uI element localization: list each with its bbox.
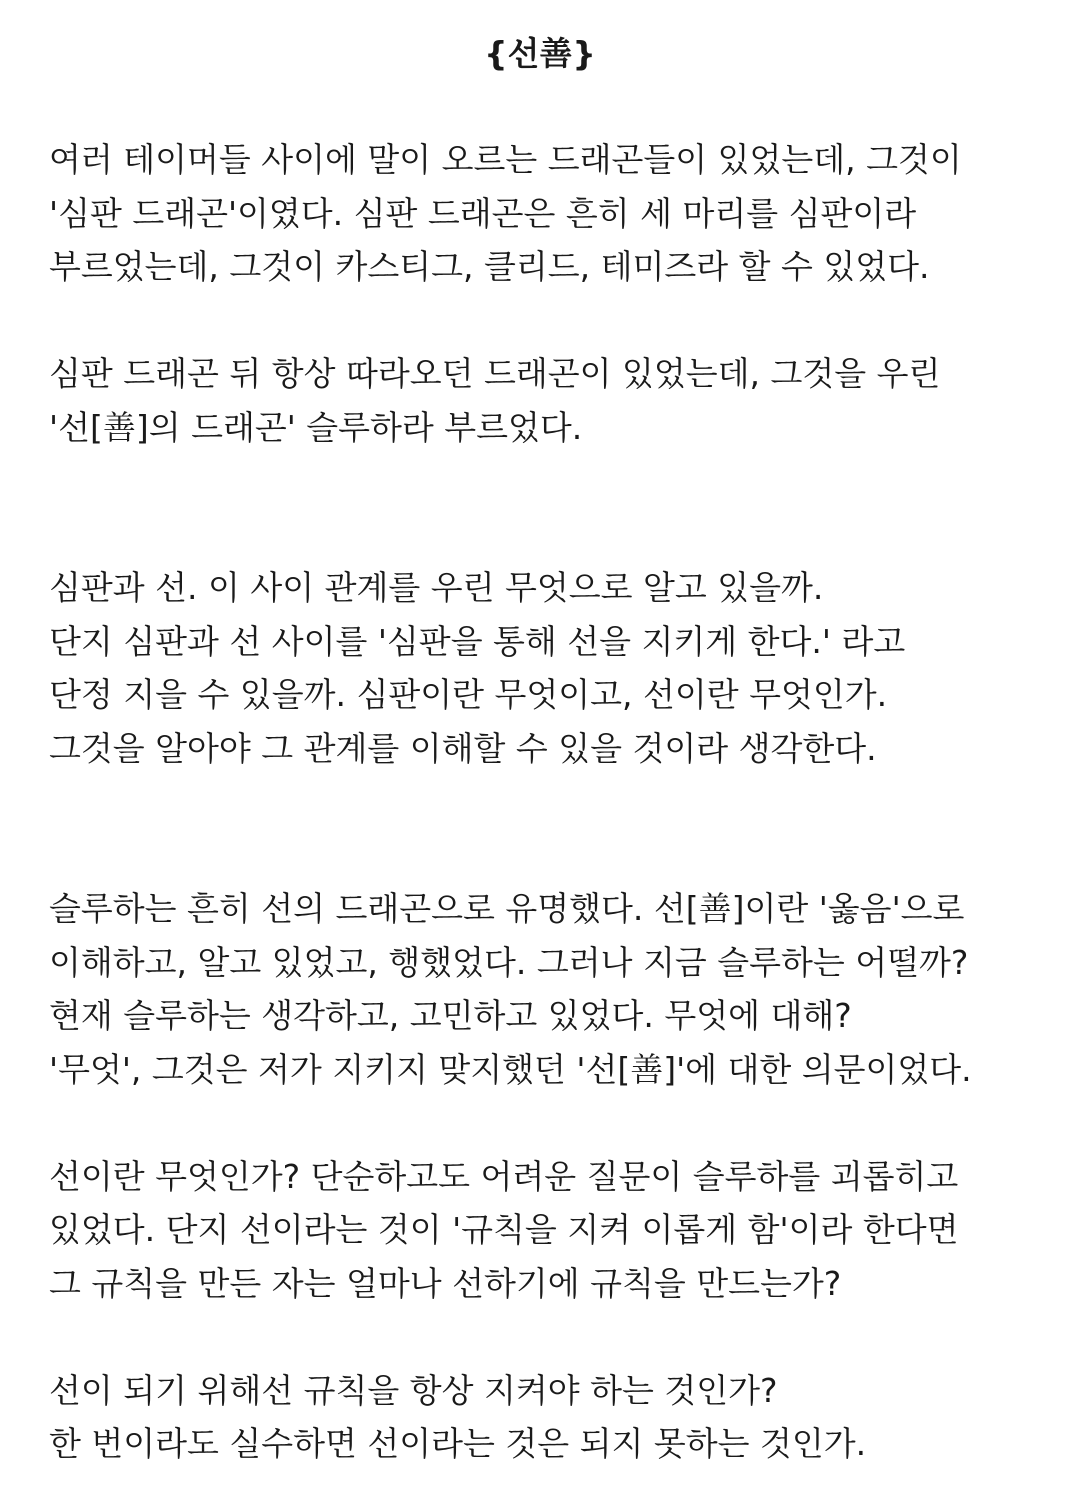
text-line: 단정 지을 수 있을까. 심판이란 무엇이고, 선이란 무엇인가. [49,675,888,714]
text-line: 이해하고, 알고 있었고, 행했었다. 그러나 지금 슬루하는 어떨까? [49,942,969,982]
document-body [49,133,1059,1471]
text-line: '심판 드래곤'이였다. 심판 드래곤은 흔히 세 마리를 심판이라 [49,193,917,233]
paragraph-5 [49,1150,1059,1311]
text-line: 선이란 무엇인가? 단순하고도 어려운 질문이 슬루하를 괴롭히고 [49,1156,959,1196]
paragraph-3 [49,561,1059,775]
document-title: {선善} [484,34,596,73]
paragraph-2 [49,347,1059,454]
text-line: 심판과 선. 이 사이 관계를 우린 무엇으로 알고 있을까. [49,568,824,607]
paragraph-6 [49,1364,1059,1471]
paragraph-spacer [49,775,1059,882]
text-line: 단지 심판과 선 사이를 '심판을 통해 선을 지키게 한다.' 라고 [49,621,906,661]
paragraph-spacer [49,1096,1059,1150]
text-line: 부르었는데, 그것이 카스티그, 클리드, 테미즈라 할 수 있었다. [49,247,930,286]
text-line: 있었다. 단지 선이라는 것이 '규칙을 지켜 이롭게 함'이라 한다면 [49,1210,959,1249]
text-line: 심판 드래곤 뒤 항상 따라오던 드래곤이 있었는데, 그것을 우린 [49,354,941,393]
text-line: 그것을 알아야 그 관계를 이해할 수 있을 것이라 생각한다. [49,728,877,768]
paragraph-spacer [49,294,1059,348]
text-line: 현재 슬루하는 생각하고, 고민하고 있었다. 무엇에 대해? [49,996,852,1035]
text-line: 그 규칙을 만든 자는 얼마나 선하기에 규칙을 만드는가? [49,1263,842,1303]
text-line: 여러 테이머들 사이에 말이 오르는 드래곤들이 있었는데, 그것이 [49,140,962,179]
text-line: 슬루하는 흔히 선의 드래곤으로 유명했다. 선[善]이란 '옳음'으로 [49,889,965,928]
paragraph-spacer [49,454,1059,561]
text-line: 선이 되기 위해선 규칙을 항상 지켜야 하는 것인가? [49,1370,778,1410]
paragraph-1 [49,133,1059,294]
paragraph-spacer [49,1310,1059,1364]
text-line: '무엇', 그것은 저가 지키지 맞지했던 '선[善]'에 대한 의문이었다. [49,1049,972,1089]
paragraph-4 [49,882,1059,1096]
text-line: '선[善]의 드래곤' 슬루하라 부르었다. [49,407,583,447]
text-line: 한 번이라도 실수하면 선이라는 것은 되지 못하는 것인가. [49,1424,867,1463]
